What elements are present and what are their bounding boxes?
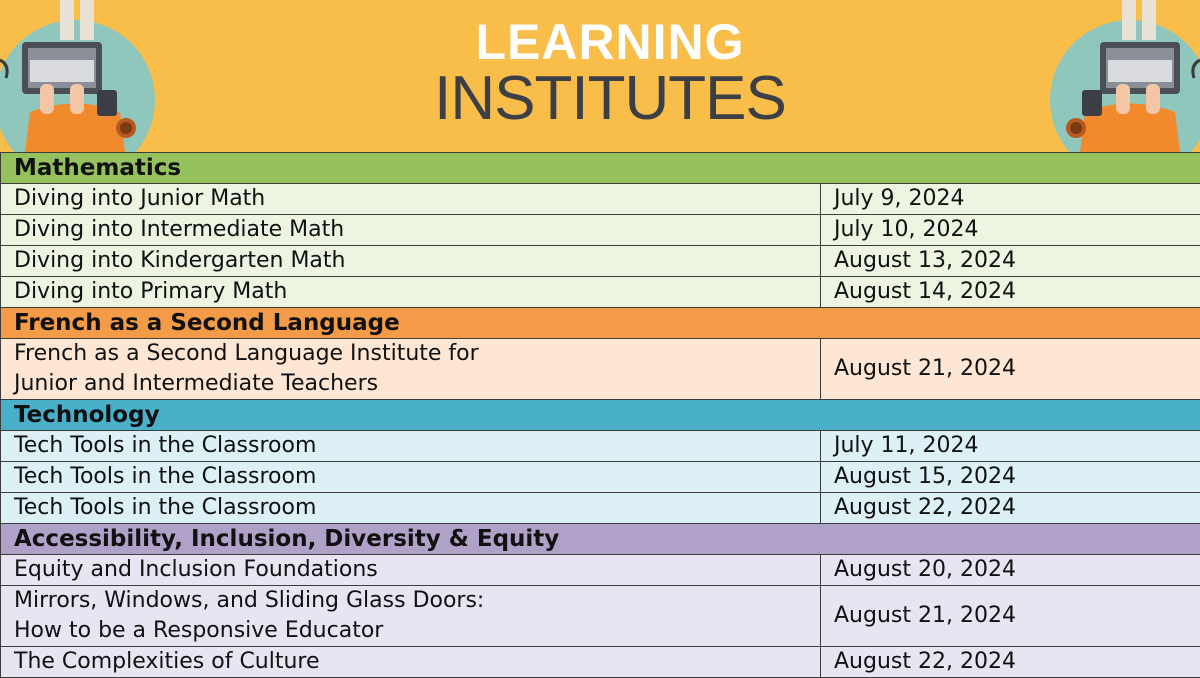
table-row (1, 184, 1200, 215)
course-date: July 10, 2024 (821, 215, 1200, 246)
course-title (1, 493, 821, 524)
course-title-line: Diving into Junior Math (14, 184, 820, 214)
section-title: French as a Second Language (1, 308, 1200, 339)
course-date: July 11, 2024 (821, 431, 1200, 462)
course-title (1, 462, 821, 493)
section-header-technology (1, 400, 1200, 431)
title-institutes: INSTITUTES (0, 66, 1200, 132)
course-title (1, 215, 821, 246)
table-row (1, 586, 1200, 647)
course-title-line: Diving into Kindergarten Math (14, 246, 820, 276)
course-title (1, 184, 821, 215)
course-date: July 9, 2024 (821, 184, 1200, 215)
table-row (1, 431, 1200, 462)
course-title (1, 647, 821, 678)
section-header-accessibility (1, 524, 1200, 555)
course-title-line: Tech Tools in the Classroom (14, 431, 820, 461)
course-date: August 15, 2024 (821, 462, 1200, 493)
table-row (1, 339, 1200, 400)
course-date: August 13, 2024 (821, 246, 1200, 277)
course-date: August 20, 2024 (821, 555, 1200, 586)
course-date: August 22, 2024 (821, 647, 1200, 678)
table-row (1, 277, 1200, 308)
course-title-line: Tech Tools in the Classroom (14, 493, 820, 523)
course-title (1, 339, 821, 400)
table-row (1, 493, 1200, 524)
course-title-line: How to be a Responsive Educator (14, 616, 820, 646)
course-title-line: Junior and Intermediate Teachers (14, 369, 820, 399)
course-title-line: Mirrors, Windows, and Sliding Glass Doors: (14, 586, 820, 616)
course-date: August 21, 2024 (821, 339, 1200, 400)
course-title-line: The Complexities of Culture (14, 647, 820, 677)
course-title-line: Equity and Inclusion Foundations (14, 555, 820, 585)
section-title: Technology (1, 400, 1200, 431)
title-learning: LEARNING (0, 14, 1200, 70)
table-row (1, 555, 1200, 586)
course-title (1, 277, 821, 308)
course-title (1, 555, 821, 586)
table-row (1, 246, 1200, 277)
section-header-french (1, 308, 1200, 339)
course-title (1, 586, 821, 647)
course-title (1, 246, 821, 277)
table-row (1, 215, 1200, 246)
course-title-line: French as a Second Language Institute for (14, 339, 820, 369)
section-header-mathematics (1, 153, 1200, 184)
section-title: Mathematics (1, 153, 1200, 184)
table-row (1, 647, 1200, 678)
course-title-line: Diving into Intermediate Math (14, 215, 820, 245)
course-date: August 22, 2024 (821, 493, 1200, 524)
laptop-user-illustration-right (1040, 0, 1200, 152)
course-title (1, 431, 821, 462)
institutes-schedule-table (0, 152, 1200, 678)
course-date: August 21, 2024 (821, 586, 1200, 647)
table-row (1, 462, 1200, 493)
section-title: Accessibility, Inclusion, Diversity & Equity (1, 524, 1200, 555)
course-title-line: Diving into Primary Math (14, 277, 820, 307)
course-date: August 14, 2024 (821, 277, 1200, 308)
page-header (0, 0, 1200, 152)
course-title-line: Tech Tools in the Classroom (14, 462, 820, 492)
